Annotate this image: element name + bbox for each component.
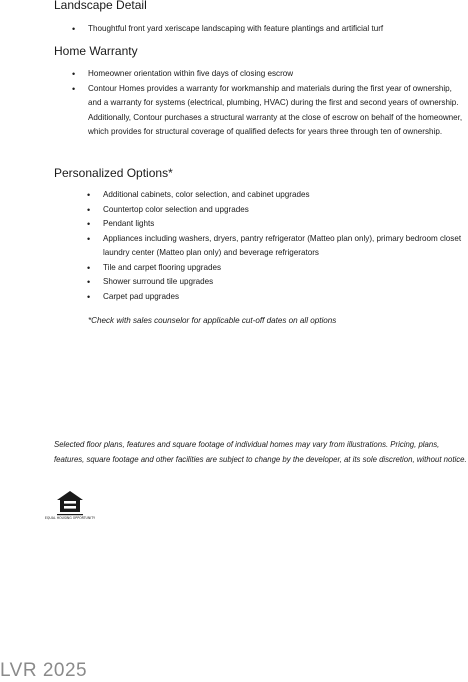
equal-housing-opportunity-icon xyxy=(44,490,96,520)
options-list xyxy=(87,188,462,304)
warranty-heading: Home Warranty xyxy=(54,44,138,58)
disclaimer-text: Selected floor plans, features and square footage of individual homes may vary from illustrations. Pricing, plans, features, square footage and other facilities are subject to change by the developer, at its sole discretion, without notice. xyxy=(54,440,467,464)
list-item: • Carpet pad upgrades xyxy=(87,290,462,305)
list-item: • Shower surround tile upgrades xyxy=(87,275,462,290)
list-item: • Additional cabinets, color selection, and cabinet upgrades xyxy=(87,188,462,203)
options-heading: Personalized Options* xyxy=(54,166,173,180)
watermark: LVR 2025 xyxy=(0,660,88,681)
list-item: • Tile and carpet flooring upgrades xyxy=(87,261,462,276)
eho-caption: EQUAL HOUSING OPPORTUNITY xyxy=(44,516,96,520)
list-item: • Contour Homes provides a warranty for workmanship and materials during the first year of ownership, and a warranty for systems (electrical, plumbing, HVAC) during the first and second years of ownership. Additionally, Contour purchases a structural warranty at the close of escrow on behalf of the homeowner, which provides for structural coverage of qualified defects for years three through ten of ownership. xyxy=(72,82,464,140)
list-item: • Homeowner orientation within five days of closing escrow xyxy=(72,67,464,82)
list-item: • Pendant lights xyxy=(87,217,462,232)
landscape-list xyxy=(72,22,462,37)
options-note: *Check with sales counselor for applicable cut-off dates on all options xyxy=(88,316,337,325)
list-item: • Countertop color selection and upgrades xyxy=(87,203,462,218)
list-item: • Thoughtful front yard xeriscape landscaping with feature plantings and artificial turf xyxy=(72,22,462,37)
warranty-list xyxy=(72,67,464,140)
list-item: • Appliances including washers, dryers, pantry refrigerator (Matteo plan only), primary bedroom closet laundry center (Matteo plan only) and beverage refrigerators xyxy=(87,232,462,261)
landscape-heading: Landscape Detail xyxy=(54,0,147,12)
